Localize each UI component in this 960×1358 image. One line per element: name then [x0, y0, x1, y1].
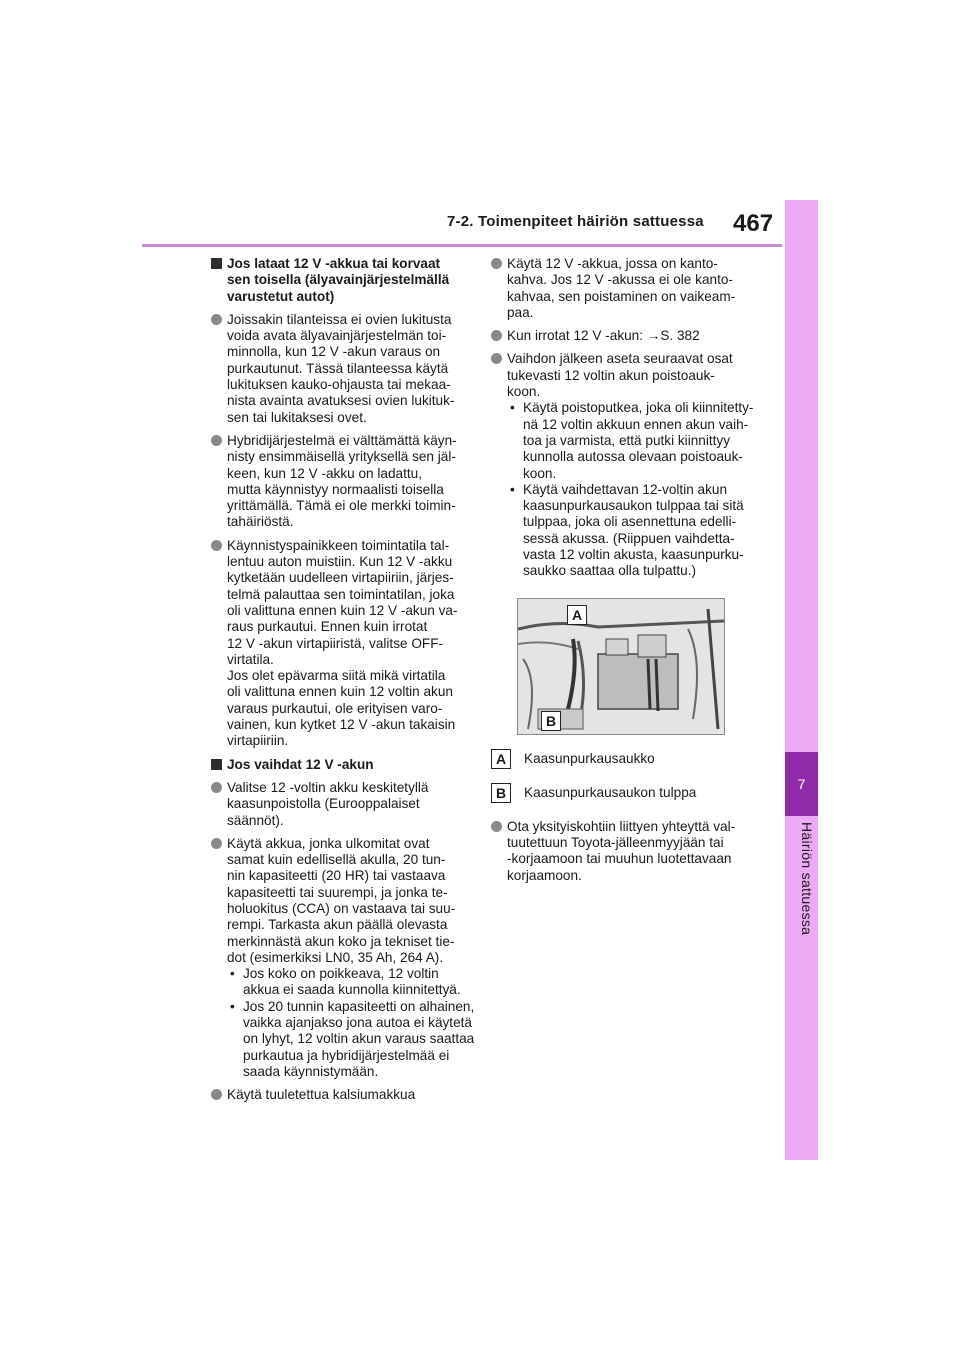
paragraph-battery-dimensions: Käytä akkua, jonka ulkomitat ovat samat kuin edellisellä akulla, 20 tun- nin kapasiteetti (20 HR) tai vastaava kapasiteetti tai suurempi, ja jonka te- holuokitus (CCA) on vastaava tai suu- rempi. Tarkasta akun päällä olevasta merkinnästä akun koko ja tekniset tie- dot (esimerkiksi LN0, 35 Ah, 264 A). • Jos koko on poikkeava, 12 voltin akkua ei saada kunnolla kiinnitettyä. • Jos 20 tunnin kapasiteetti on alhainen, vaikka ajanjakso jona autoa ei käytetä on lyhyt, 12 voltin akun varaus saattaa purkautua ja hybridijärjestelmää ei saada käynnistymään.: [211, 836, 473, 1080]
round-bullet-icon: [211, 838, 222, 849]
chapter-label: Häiriön sattuessa: [799, 822, 815, 936]
header-rule: [142, 244, 782, 247]
page-number: 467: [733, 210, 774, 237]
paragraph-carry-handle: Käytä 12 V -akkua, jossa on kanto- kahva. Jos 12 V -akussa ei ole kanto- kahvaa, sen poistaminen on vaikeam- paa.: [491, 256, 759, 321]
sub-item-vent-plug: • Käytä vaihdettavan 12-voltin akun kaasunpurkausaukon tulppaa tai sitä tulppaa, joka oli asennettuna edelli- sessä akussa. (Riippuen vaihdetta- vasta 12 voltin akusta, kaasunpurku- saukko saattaa olla tulpattu.): [510, 481, 744, 579]
legend-key-b: B: [491, 783, 511, 803]
callout-a: A: [567, 605, 587, 625]
paragraph-contact-dealer: Ota yksityiskohtiin liittyen yhteyttä val- tuutettuun Toyota-jälleenmyyjään tai -korjaamoon tai muuhun luotettavaan korjaamoon.: [491, 819, 759, 884]
legend-key-a: A: [491, 749, 511, 769]
round-bullet-icon: [211, 540, 222, 551]
round-bullet-icon: [491, 258, 502, 269]
section-title: 7-2. Toimenpiteet häiriön sattuessa: [447, 213, 704, 230]
legend-item-a: [491, 749, 759, 769]
right-column: [491, 256, 759, 891]
spacer: [491, 803, 759, 819]
round-bullet-icon: [491, 330, 502, 341]
dot-bullet-icon: •: [510, 400, 515, 416]
dot-bullet-icon: •: [230, 966, 235, 982]
round-bullet-icon: [491, 821, 502, 832]
legend-text-a: Kaasunpurkausaukko: [524, 750, 655, 766]
heading-charging-battery: Jos lataat 12 V -akkua tai korvaat sen toisella (älyavainjärjestelmällä varustetut autot): [211, 256, 473, 305]
battery-photo: [517, 598, 725, 735]
callout-b: B: [541, 711, 561, 731]
paragraph-calcium-battery: Käytä tuuletettua kalsiumakkua: [211, 1087, 473, 1103]
left-column: [211, 256, 473, 1111]
chapter-sidebar: [785, 200, 818, 1160]
paragraph-after-replacement: Vaihdon jälkeen aseta seuraavat osat tukevasti 12 voltin akun poistoauk- koon. • Käytä poistoputkea, joka oli kiinnitetty- nä 12 voltin akkuun ennen akun vaih- toa ja varmista, että putki kiinnittyy kunnolla autossa olevaan poistoauk- koon. • Käytä vaihdettavan 12-voltin akun kaasunpurkausaukon tulppaa tai sitä tulppaa, joka oli asennettuna edelli- sessä akussa. (Riippuen vaihdetta- vasta 12 voltin akusta, kaasunpurku- saukko saattaa olla tulpattu.): [491, 351, 759, 579]
heading-replacing-battery: Jos vaihdat 12 V -akun: [211, 757, 473, 773]
legend-item-b: [491, 783, 759, 803]
paragraph-central-venting: Valitse 12 -voltin akku keskitetyllä kaasunpoistolla (Eurooppalaiset säännöt).: [211, 780, 473, 829]
dot-bullet-icon: •: [230, 998, 235, 1014]
round-bullet-icon: [211, 1089, 222, 1100]
sub-item-vent-tube: • Käytä poistoputkea, joka oli kiinnitetty- nä 12 voltin akkuun ennen akun vaih- toa ja varmista, että putki kiinnittyy kunnolla autossa olevaan poistoauk- koon.: [510, 400, 754, 481]
legend-text-b: Kaasunpurkausaukon tulppa: [524, 784, 697, 800]
paragraph-power-mode: Käynnistyspainikkeen toimintatila tal- lentuu auton muistiin. Kun 12 V -akku kytketään uudelleen virtapiiriin, järjes- telmä palauttaa sen toimintatilan, joka oli valittuna ennen kuin 12 V -akun va- raus purkautui. Ennen kuin irrotat 12 V -akun virtapiiristä, valitse OFF- virtatila. Jos olet epävarma siitä mikä virtatila oli valittuna ennen kuin 12 voltin akun varaus purkautui, ole erityisen varo- vainen, kun kytket 12 V -akun takaisin virtapiiriin.: [211, 538, 473, 750]
square-bullet-icon: [211, 258, 222, 269]
paragraph-removal-reference: Kun irrotat 12 V -akun: →S. 382: [491, 328, 759, 344]
square-bullet-icon: [211, 759, 222, 770]
sub-item-size: • Jos koko on poikkeava, 12 voltin akkua ei saada kunnolla kiinnitettyä.: [230, 966, 461, 998]
round-bullet-icon: [211, 314, 222, 325]
round-bullet-icon: [491, 353, 502, 364]
round-bullet-icon: [211, 782, 222, 793]
sub-item-capacity: • Jos 20 tunnin kapasiteetti on alhainen, vaikka ajanjakso jona autoa ei käytetä on lyhyt, 12 voltin akun varaus saattaa purkautua ja hybridijärjestelmää ei saada käynnistymään.: [230, 998, 475, 1079]
round-bullet-icon: [211, 435, 222, 446]
paragraph-hybrid-start: Hybridijärjestelmä ei välttämättä käyn- nisty ensimmäisellä yrityksellä sen jäl- keen, kun 12 V -akku on ladattu, mutta käynnistyy normaalisti toisella yrittämällä. Tämä ei ole merkki toimin- tahäiriöstä.: [211, 433, 473, 531]
dot-bullet-icon: •: [510, 481, 515, 497]
paragraph-door-locks: Joissakin tilanteissa ei ovien lukitusta voida avata älyavainjärjestelmän toi- minnolla, kun 12 V -akun varaus on purkautunut. Tässä tilanteessa käytä lukituksen kauko-ohjausta tai mekaa- nista avainta avatuksesi ovien lukituk- sen tai lukitaksesi ovet.: [211, 312, 473, 426]
chapter-number-tab: 7: [785, 752, 818, 816]
